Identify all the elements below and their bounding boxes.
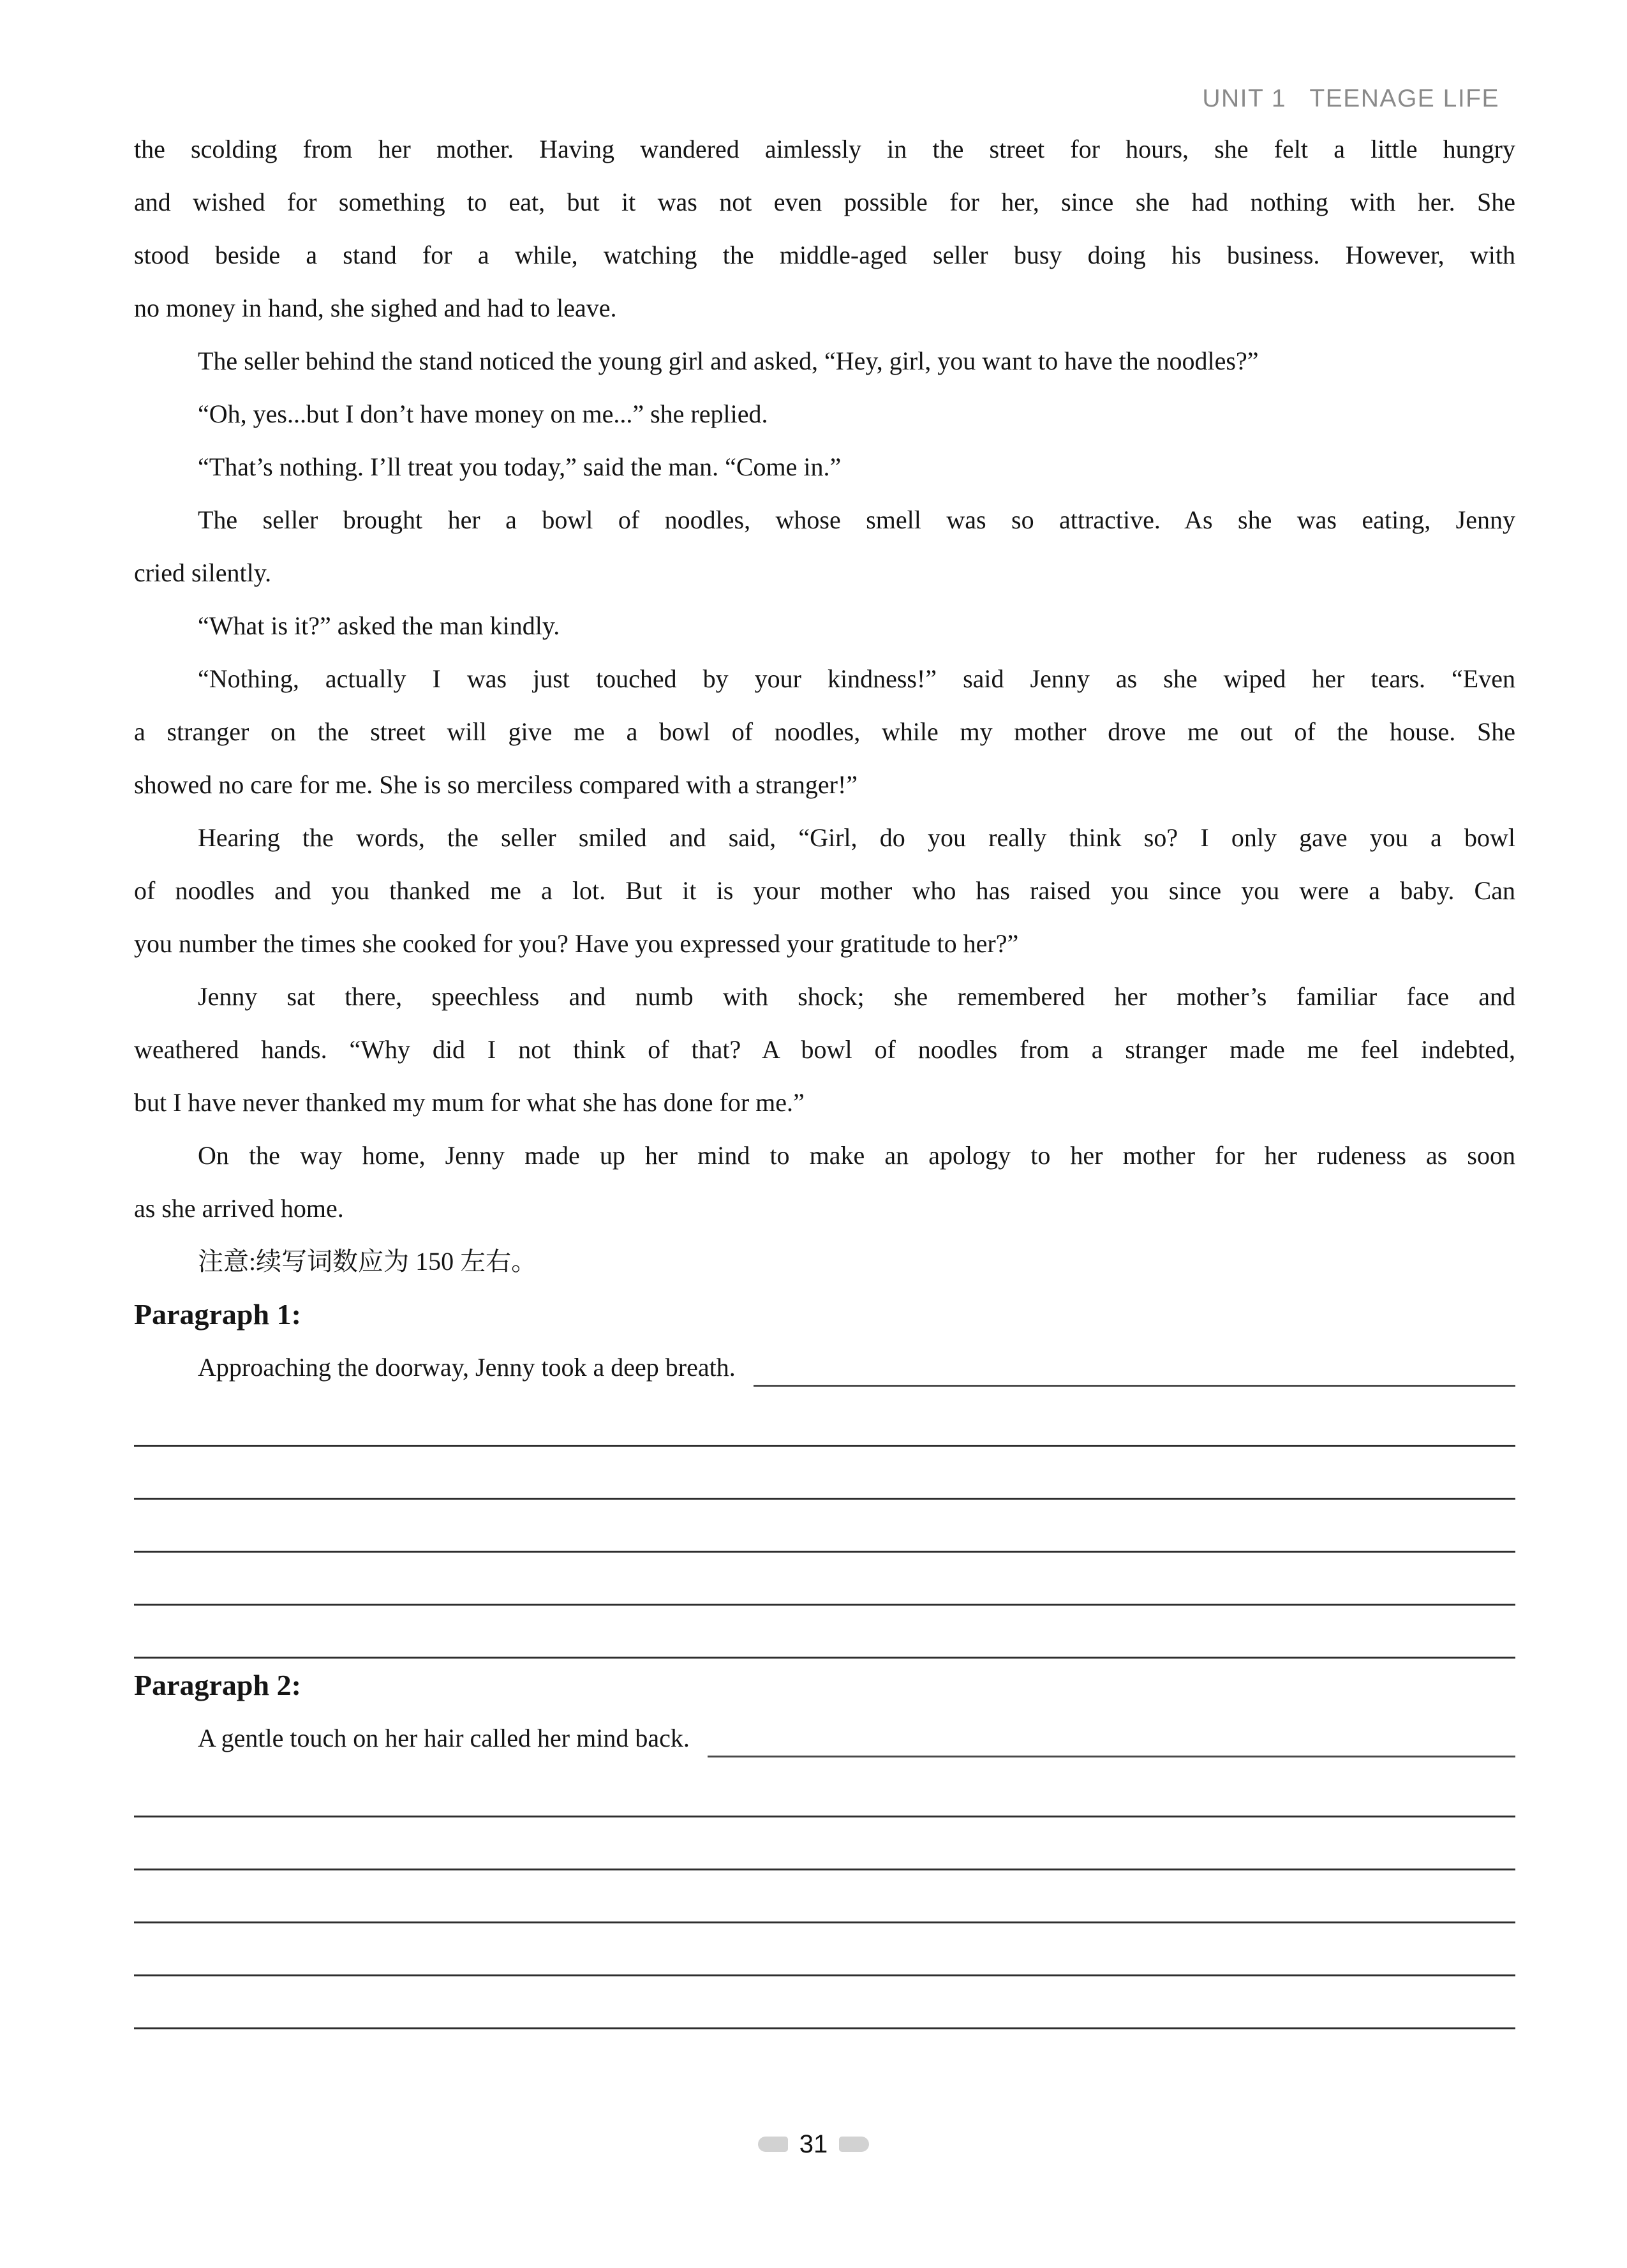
page-footer: [0, 2131, 1627, 2157]
unit-header: UNIT 1 TEENAGE LIFE: [1202, 85, 1499, 112]
answer-line[interactable]: [134, 1394, 1515, 1447]
writing-section-1: [134, 1288, 1515, 1659]
passage-line: no money in hand, she sighed and had to leave.: [134, 294, 617, 322]
passage-line: “Oh, yes...but I don’t have money on me...” she replied.: [198, 399, 768, 428]
lead-sentence: A gentle touch on her hair called her mind back.: [198, 1724, 690, 1752]
passage-paragraph: [134, 123, 1515, 334]
passage-line: a stranger on the street will give me a bowl of noodles, while my mother drove me out of the house. She: [134, 717, 1515, 746]
paragraph-heading: Paragraph 2:: [134, 1669, 301, 1701]
answer-line[interactable]: [134, 1606, 1515, 1659]
passage-paragraph: [134, 334, 1515, 387]
passage-paragraph: [134, 440, 1515, 493]
passage-line: as she arrived home.: [134, 1194, 344, 1223]
passage-line: the scolding from her mother. Having wandered aimlessly in the street for hours, she felt a little hungry: [134, 135, 1515, 163]
passage-paragraph: [134, 387, 1515, 440]
footer-left-ornament: [758, 2137, 788, 2152]
passage-paragraph: [134, 493, 1515, 599]
answer-line[interactable]: [134, 1976, 1515, 2029]
passage-paragraph: [134, 811, 1515, 970]
passage-line: Hearing the words, the seller smiled and said, “Girl, do you really think so? I only gave you a bowl: [198, 823, 1515, 852]
passage-line: The seller behind the stand noticed the young girl and asked, “Hey, girl, you want to have the noodles?”: [198, 347, 1259, 375]
answer-line[interactable]: [134, 1500, 1515, 1553]
passage-paragraph: [134, 599, 1515, 652]
paragraph-heading: Paragraph 1:: [134, 1298, 301, 1331]
passage-line: showed no care for me. She is so merciless compared with a stranger!”: [134, 770, 858, 799]
answer-line[interactable]: [134, 1870, 1515, 1923]
passage-line: The seller brought her a bowl of noodles, whose smell was so attractive. As she was eating, Jenny: [198, 505, 1515, 534]
passage-line: “Nothing, actually I was just touched by your kindness!” said Jenny as she wiped her tears. “Even: [198, 664, 1515, 693]
passage-line: On the way home, Jenny made up her mind to make an apology to her mother for her rudeness as soon: [198, 1141, 1515, 1170]
answer-line[interactable]: [134, 1553, 1515, 1606]
passage-paragraph: [134, 970, 1515, 1129]
page-number: 31: [799, 2130, 828, 2158]
passage-paragraph: [134, 1129, 1515, 1235]
passage-line: stood beside a stand for a while, watching the middle-aged seller busy doing his business. However, with: [134, 241, 1515, 269]
passage-paragraph: [134, 652, 1515, 811]
writing-section-2: [134, 1659, 1515, 2029]
reading-passage: [134, 123, 1515, 1235]
passage-line: “That’s nothing. I’ll treat you today,” said the man. “Come in.”: [198, 452, 842, 481]
answer-fill-line[interactable]: [754, 1385, 1515, 1387]
passage-line: cried silently.: [134, 558, 272, 587]
passage-line: but I have never thanked my mum for what she has done for me.”: [134, 1088, 805, 1117]
passage-line: of noodles and you thanked me a lot. But it is your mother who has raised you since you were a baby. Can: [134, 876, 1515, 905]
page-content: [134, 123, 1515, 2029]
lead-sentence-row: [134, 1712, 1515, 1764]
passage-line: you number the times she cooked for you? Have you expressed your gratitude to her?”: [134, 929, 1019, 958]
answer-line[interactable]: [134, 1764, 1515, 1817]
passage-line: weathered hands. “Why did I not think of that? A bowl of noodles from a stranger made me feel indebted,: [134, 1035, 1515, 1064]
passage-line: and wished for something to eat, but it was not even possible for her, since she had nothing with her. She: [134, 188, 1515, 216]
lead-sentence: Approaching the doorway, Jenny took a deep breath.: [198, 1353, 736, 1382]
lead-sentence-row: [134, 1341, 1515, 1394]
answer-line[interactable]: [134, 1447, 1515, 1500]
writing-sections: [134, 1288, 1515, 2029]
answer-line[interactable]: [134, 1817, 1515, 1870]
answer-fill-line[interactable]: [708, 1756, 1515, 1757]
word-count-note: 注意:续写词数应为 150 左右。: [198, 1247, 537, 1276]
passage-line: Jenny sat there, speechless and numb with shock; she remembered her mother’s familiar face and: [198, 982, 1515, 1011]
passage-line: “What is it?” asked the man kindly.: [198, 611, 560, 640]
answer-line[interactable]: [134, 1923, 1515, 1976]
footer-right-ornament: [839, 2137, 869, 2152]
